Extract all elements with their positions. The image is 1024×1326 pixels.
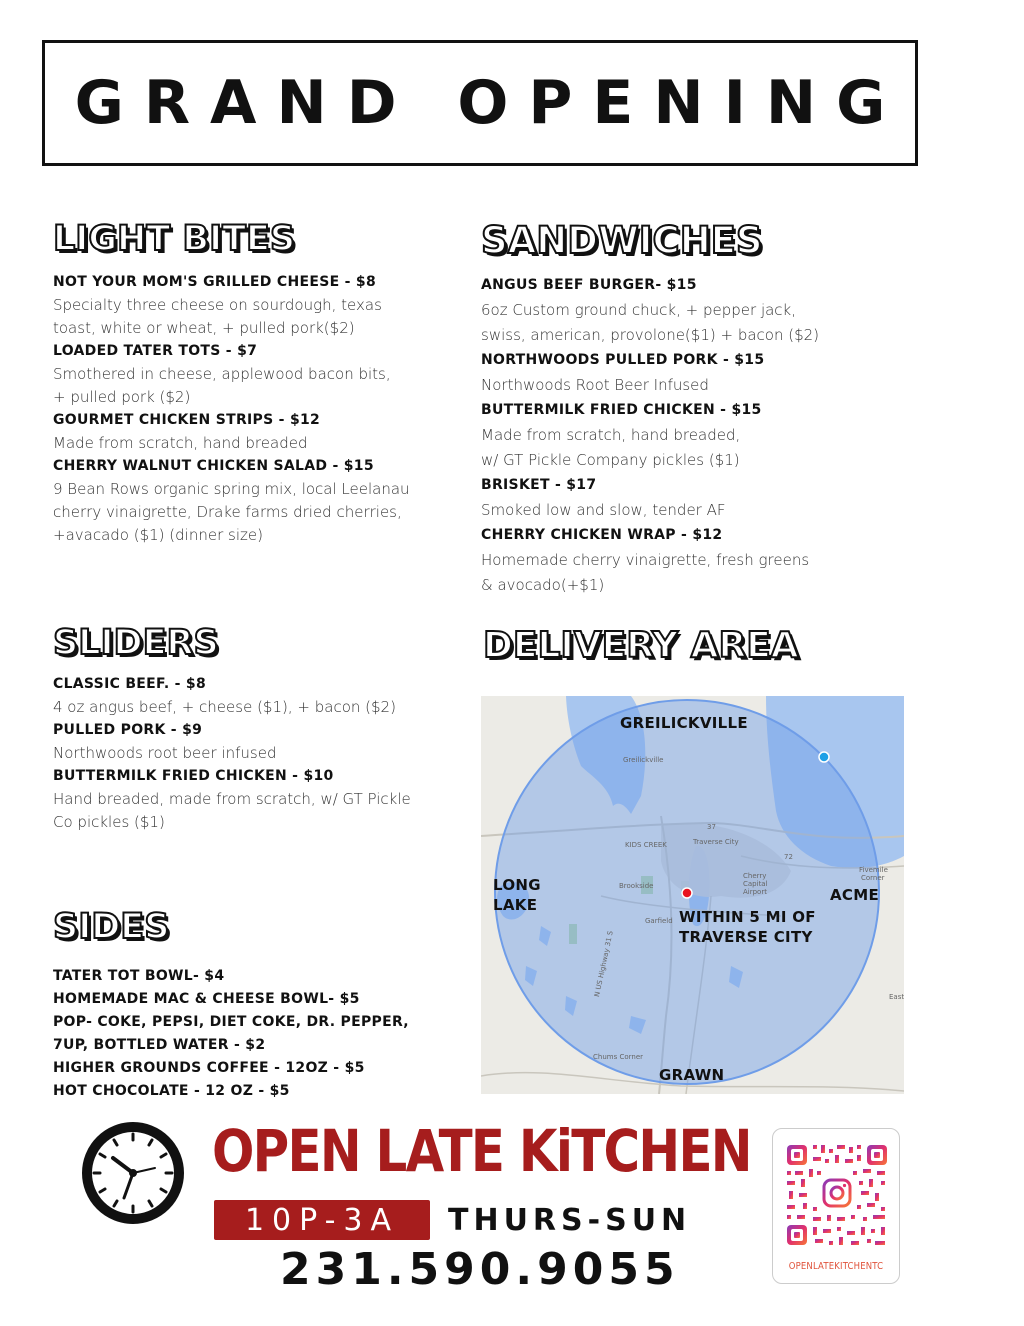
sandwiches-heading: SANDWICHES bbox=[481, 219, 763, 262]
map-label-west-1: LONG bbox=[493, 876, 541, 894]
map-town-label: Chums Corner bbox=[593, 1053, 643, 1061]
map-town-label: Traverse City bbox=[693, 838, 739, 846]
brand-name: OPEN LATE KiTCHEN bbox=[212, 1117, 751, 1185]
days-label: THURS-SUN bbox=[448, 1202, 692, 1238]
menu-item bbox=[53, 455, 453, 547]
item-desc: Northwoods root beer infused bbox=[53, 744, 277, 762]
sides-heading: SIDES bbox=[53, 907, 170, 947]
sliders-section bbox=[53, 623, 453, 834]
item-name: BUTTERMILK FRIED CHICKEN - $15 bbox=[481, 402, 762, 418]
item-desc: +avacado ($1) (dinner size) bbox=[53, 526, 263, 544]
map-label-west-2: LAKE bbox=[493, 896, 538, 914]
menu-item bbox=[481, 473, 881, 523]
instagram-handle[interactable]: OPENLATEKITCHENTC bbox=[788, 1261, 884, 1272]
edge-pin-icon bbox=[819, 752, 829, 762]
item-desc: 4 oz angus beef, + cheese ($1), + bacon ($2) bbox=[53, 698, 396, 716]
item-desc: Co pickles ($1) bbox=[53, 813, 165, 831]
side-item: HOMEMADE MAC & CHEESE BOWL- $5 bbox=[53, 991, 360, 1007]
menu-item bbox=[53, 673, 453, 719]
item-desc: & avocado(+$1) bbox=[481, 576, 605, 594]
menu-item bbox=[53, 765, 453, 834]
menu-item bbox=[481, 523, 881, 598]
hours-badge: 10P-3A bbox=[214, 1200, 430, 1240]
side-item: TATER TOT BOWL- $4 bbox=[53, 968, 225, 984]
phone-number[interactable]: 231.590.9055 bbox=[280, 1244, 680, 1295]
delivery-section bbox=[483, 625, 799, 678]
qr-code-icon bbox=[773, 1129, 901, 1259]
map-area-label: Capital bbox=[743, 880, 768, 888]
menu-item bbox=[481, 273, 881, 348]
map-label-east: ACME bbox=[830, 886, 879, 904]
item-desc: w/ GT Pickle Company pickles ($1) bbox=[481, 451, 740, 469]
item-name: BUTTERMILK FRIED CHICKEN - $10 bbox=[53, 768, 334, 784]
map-town-label: Corner bbox=[861, 874, 885, 882]
item-desc: Made from scratch, hand breaded bbox=[53, 434, 308, 452]
item-name: CLASSIC BEEF. - $8 bbox=[53, 676, 206, 692]
item-name: GOURMET CHICKEN STRIPS - $12 bbox=[53, 412, 321, 428]
item-desc: swiss, american, provolone($1) + bacon ($2) bbox=[481, 326, 820, 344]
item-desc: cherry vinaigrette, Drake farms dried cherries, bbox=[53, 503, 402, 521]
map-label-north: GREILICKVILLE bbox=[620, 714, 748, 732]
map-road-label: 37 bbox=[707, 823, 716, 831]
sliders-heading: SLIDERS bbox=[53, 623, 219, 663]
menu-item bbox=[481, 398, 881, 473]
item-desc: Made from scratch, hand breaded, bbox=[481, 426, 741, 444]
item-desc: Specialty three cheese on sourdough, texas bbox=[53, 296, 382, 314]
delivery-map bbox=[481, 696, 904, 1094]
instagram-qr-card[interactable] bbox=[772, 1128, 900, 1284]
item-name: NORTHWOODS PULLED PORK - $15 bbox=[481, 352, 765, 368]
page-title: GRAND OPENING bbox=[74, 68, 906, 138]
sides-section bbox=[53, 907, 453, 1103]
light-bites-section bbox=[53, 219, 453, 547]
item-desc: Smoked low and slow, tender AF bbox=[481, 501, 726, 519]
map-area-label: Airport bbox=[743, 888, 767, 896]
side-item: 7UP, BOTTLED WATER - $2 bbox=[53, 1037, 266, 1053]
item-name: CHERRY CHICKEN WRAP - $12 bbox=[481, 527, 723, 543]
map-town-label: Greilickville bbox=[623, 756, 664, 764]
menu-item bbox=[53, 719, 453, 765]
map-road-label: N US Highway 31 S bbox=[593, 930, 615, 998]
item-name: BRISKET - $17 bbox=[481, 477, 597, 493]
map-label-center-1: WITHIN 5 MI OF bbox=[679, 908, 816, 926]
item-name: ANGUS BEEF BURGER- $15 bbox=[481, 277, 697, 293]
side-item: POP- COKE, PEPSI, DIET COKE, DR. PEPPER, bbox=[53, 1014, 409, 1030]
item-desc: Smothered in cheese, applewood bacon bits, bbox=[53, 365, 391, 383]
item-desc: Homemade cherry vinaigrette, fresh greens bbox=[481, 551, 810, 569]
menu-item bbox=[53, 409, 453, 455]
center-pin-icon bbox=[682, 888, 692, 898]
item-desc: 6oz Custom ground chuck, + pepper jack, bbox=[481, 301, 796, 319]
item-name: NOT YOUR MOM'S GRILLED CHEESE - $8 bbox=[53, 274, 376, 290]
map-town-label: Fivemile bbox=[859, 866, 888, 874]
map-town-label: Garfield bbox=[645, 917, 673, 925]
menu-item bbox=[53, 271, 453, 340]
item-desc: Northwoods Root Beer Infused bbox=[481, 376, 709, 394]
item-name: PULLED PORK - $9 bbox=[53, 722, 203, 738]
light-bites-heading: LIGHT BITES bbox=[53, 219, 296, 259]
item-name: LOADED TATER TOTS - $7 bbox=[53, 343, 258, 359]
map-area-label: Cherry bbox=[743, 872, 767, 880]
delivery-heading: DELIVERY AREA bbox=[483, 625, 799, 666]
item-desc: 9 Bean Rows organic spring mix, local Leelanau bbox=[53, 480, 410, 498]
item-desc: toast, white or wheat, + pulled pork($2) bbox=[53, 319, 355, 337]
clock-icon bbox=[80, 1120, 186, 1226]
menu-item bbox=[53, 340, 453, 409]
item-name: CHERRY WALNUT CHICKEN SALAD - $15 bbox=[53, 458, 374, 474]
map-town-label: East bbox=[889, 993, 904, 1001]
map-road-label: 72 bbox=[784, 853, 793, 861]
map-label-south: GRAWN bbox=[659, 1066, 725, 1084]
side-item: HIGHER GROUNDS COFFEE - 12OZ - $5 bbox=[53, 1060, 365, 1076]
map-town-label: Brookside bbox=[619, 882, 654, 890]
side-item: HOT CHOCOLATE - 12 OZ - $5 bbox=[53, 1083, 290, 1099]
map-label-center-2: TRAVERSE CITY bbox=[679, 928, 813, 946]
sandwiches-section bbox=[481, 219, 881, 598]
menu-item bbox=[481, 348, 881, 398]
item-desc: Hand breaded, made from scratch, w/ GT Pickle bbox=[53, 790, 411, 808]
map-area-label: KIDS CREEK bbox=[625, 841, 667, 849]
title-banner bbox=[42, 40, 918, 166]
item-desc: + pulled pork ($2) bbox=[53, 388, 191, 406]
